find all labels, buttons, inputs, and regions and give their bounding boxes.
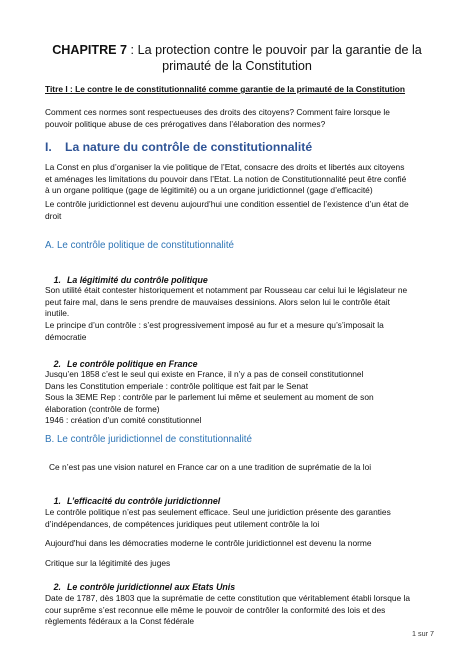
chapter-title: CHAPITRE 7 : La protection contre le pouvoir par la garantie de la primauté de la Constitution [40, 42, 434, 74]
paragraph-rousseau: Son utilité était contester historiquement et notamment par Rousseau car celui lui le législateur ne peut faire mal, dans le sens prendre de mauvaises dessinions. Alors selon lui le contrôle était inutile. [45, 285, 408, 318]
subheading-legitimite: 1. La légitimité du contrôle politique [53, 275, 208, 285]
chapter-number: CHAPITRE 7 [52, 43, 128, 57]
paragraph-democraties: Aujourd'hui dans les démocraties moderne le contrôle juridictionnel est devenu la norme [45, 538, 372, 548]
page-number: 1 sur 7 [412, 629, 434, 638]
chapter-title-line2: primauté de la Constitution [162, 59, 312, 73]
section-heading-1: I. La nature du contrôle de constitutionnalité [45, 140, 313, 154]
section-heading-b: B. Le contrôle juridictionnel de constitutionnalité [45, 434, 252, 445]
paragraph-controle-juridictionnel: Le contrôle juridictionnel est devenu aujourd’hui une condition essentiel de l’existence d’un état de droit [45, 199, 409, 221]
subheading-efficacite: 1. L’efficacité du contrôle juridictionnel [53, 496, 221, 506]
paragraph-critique: Critique sur la légitimité des juges [45, 558, 171, 568]
paragraph-suprematie: Ce n’est pas une vision naturel en France car on a une tradition de suprématie de la loi [49, 462, 372, 472]
subheading-controle-france: 2. Le contrôle politique en France [53, 359, 198, 369]
paragraph-france: Jusqu’en 1858 c’est le seul qui existe en France, il n’y a pas de conseil constitutionnel Dans les Constitution emperiale : contrôle politique est fait par le Senat Sous la 3EME Rep : contrôle par le parlement lui même et seulement au moment de son élaboration (contrôle de forme) 1946 : création d’un comité constitutionnel [45, 369, 374, 425]
section-heading-a: A. Le contrôle politique de constitutionnalité [45, 240, 234, 251]
titre-heading: Titre I : Le contre le de constitutionnalité comme garantie de la primauté de la Constitution [45, 84, 406, 94]
intro-paragraph: Comment ces normes sont respectueuses des droits des citoyens? Comment faire lorsque le pouvoir politique abuse de ces prérogatives dans l’élaboration des normes? [45, 107, 390, 129]
paragraph-principe: Le principe d’un contrôle : s’est progressivement imposé au fur et a mesure qu’s’imposait la démocratie [45, 320, 384, 342]
paragraph-const: La Const en plus d’organiser la vie politique de l’Etat, consacre des droits et libertés aux citoyens et aménages les limitations du pouvoir dans l’Etat. La notion de Constitutionnalité peut être confié à un organe politique (gage de légitimité) ou a un organe juridictionnel (gage d’efficacité) [45, 162, 407, 195]
chapter-title-line1: La protection contre le pouvoir par la garantie de la [137, 43, 422, 57]
paragraph-efficacite: Le contrôle politique n’est pas seulement efficace. Seul une juridiction présente des garanties d’indépendances, de compétences juridiques peut utilement contrôle la loi [45, 507, 391, 529]
paragraph-etats-unis: Date de 1787, dès 1803 que la suprématie de cette constitution que véritablement établi lorsque la cour suprême s’est reconnue elle même le pouvoir de contrôler la conformité des lois et des règlements fédéraux a la Const fédérale [45, 593, 411, 626]
subheading-etats-unis: 2. Le contrôle juridictionnel aux Etats Unis [53, 582, 236, 592]
